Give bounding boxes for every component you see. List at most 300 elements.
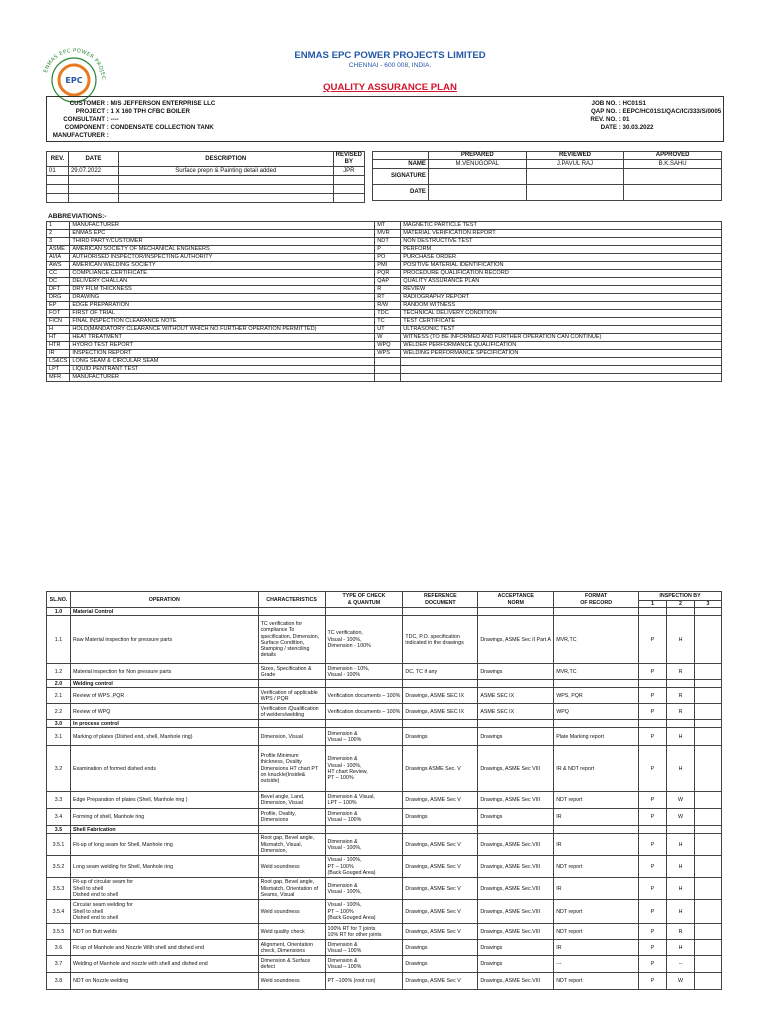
qap-fmt-cell: NDT report [554,973,639,990]
qap-acc-cell: ASME SEC IX [478,688,554,704]
qap-acc-cell: Drawings, ASME Sec.VIII [478,924,554,940]
qap-slno: 1.2 [47,664,71,680]
revision-header: REVISED BY [333,152,364,167]
info-colon: : [105,100,111,107]
abbreviation-code: PO [375,254,401,262]
qap-inspection-cell [694,664,721,680]
qap-acc-cell: Drawings, ASME Sec.VIII [478,973,554,990]
qap-slno: 2.0 [47,680,71,688]
info-value: CONDENSATE COLLECTION TANK [110,124,214,131]
abbreviation-row [47,374,722,382]
qap-empty-cell [478,680,554,688]
qap-empty-cell [554,826,639,834]
abbreviation-code [375,358,401,366]
info-label: QAP NO. [590,108,617,115]
qap-inspection-col: 1 [639,601,667,608]
info-label: CONSULTANT [63,116,105,123]
abbreviation-code: DFT [47,286,70,294]
qap-empty-cell [478,608,554,616]
abbreviation-code: WPQ [375,342,401,350]
qap-operation: Edge Preparation of plates (Shell, Manhole ring ) [70,792,258,809]
qap-fmt-cell: IR [554,834,639,856]
qap-inspection-cell: P [639,616,667,664]
qap-inspection-cell [694,973,721,990]
qap-ty-cell: Visual - 100%, PT – 100% (Back Gouged Area) [325,900,403,924]
qap-slno: 3.4 [47,809,71,826]
qap-acc-cell: Drawings, ASME Sec VIII [478,792,554,809]
qap-row [47,616,722,664]
qap-empty-cell [667,826,695,834]
qap-operation: Review of WPQ [70,704,258,720]
abbreviation-row [47,310,722,318]
qap-ch-cell: Weld soundness [258,900,325,924]
abbreviation-code: R [375,286,401,294]
qap-acc-cell: Drawings [478,664,554,680]
abbreviation-code: AI/IA [47,254,70,262]
info-value: 01 [622,116,630,123]
qap-empty-cell [403,680,478,688]
approval-header: REVIEWED [526,152,624,160]
revision-row [47,167,365,176]
qap-inspection-cell: P [639,900,667,924]
abbreviation-meaning: WITNESS (TO BE INFORMED AND FURTHER OPERATION CAN CONTINUE) [401,334,722,342]
company-address: CHENNAI - 600 008, INDIA. [348,62,432,69]
qap-ch-cell: Dimension, Visual [258,728,325,746]
info-label: REV. NO. [590,116,617,123]
qap-ch-cell: Verification /Qualification of welders/welding [258,704,325,720]
qap-ch-cell: Root gap, Bevel angle, Mismatch, Visual, Dimension, [258,834,325,856]
abbreviation-row [47,366,722,374]
abbreviation-code: H [47,326,70,334]
info-value: M/S JEFFERSON ENTERPRISE LLC [110,100,216,107]
revision-cell [333,176,364,185]
abbreviation-meaning: FINAL INSPECTION CLEARANCE NOTE [70,318,375,326]
abbreviation-meaning: POSITIVE MATERIAL IDENTIFICATION [401,262,722,270]
qap-ty-cell: Verification documents – 100% [325,704,403,720]
qap-row [47,664,722,680]
qap-ch-cell: TC verification for compliance To specification, Dimension, Surface Condition, Stamping / stenciling details [258,616,325,664]
abbreviation-meaning: AMERICAN SOCIETY OF MECHANICAL ENGINEERS [70,246,375,254]
qap-inspection-cell: P [639,728,667,746]
info-label: COMPONENT [64,124,105,131]
abbreviation-row [47,334,722,342]
qap-empty-cell [639,826,667,834]
qap-slno: 1.0 [47,608,71,616]
qap-empty-cell [325,608,403,616]
abbreviation-meaning: AMERICAN WELDING SOCIETY [70,262,375,270]
qap-row [47,878,722,900]
qap-ty-cell: Dimension & Visual – 100% [325,809,403,826]
qap-inspection-col: 2 [667,601,695,608]
abbreviation-meaning: THIRD PARTY/CUSTOMER [70,238,375,246]
qap-acc-cell: Drawings [478,809,554,826]
qap-row [47,704,722,720]
qap-slno: 2.1 [47,688,71,704]
qap-empty-cell [403,826,478,834]
qap-inspection-cell: H [667,856,695,878]
abbreviation-meaning: LIQUID PENTRANT TEST [70,366,375,374]
qap-table [46,591,722,990]
qap-ref-cell: Drawings [403,956,478,973]
abbreviation-meaning: WELDING PERFORMANCE SPECIFICATION [401,350,722,358]
qap-empty-cell [694,680,721,688]
info-row [47,124,347,132]
revision-cell [47,194,69,203]
abbreviation-meaning: ENMAS EPC [70,230,375,238]
qap-acc-cell: Drawings, ASME Sec.VIII [478,900,554,924]
qap-acc-cell: ASME SEC IX [478,704,554,720]
qap-inspection-cell [694,878,721,900]
qap-ref-cell: Drawings, ASME SEC IX [403,688,478,704]
qap-inspection-cell: H [667,900,695,924]
qap-slno: 3.6 [47,940,71,956]
info-row [47,132,347,140]
qap-inspection-cell: P [639,940,667,956]
abbreviation-meaning: HOLD(MANDATORY CLEARANCE WITHOUT WHICH NO FURTHER OPERATION PERMITTED) [70,326,375,334]
revision-cell: JPR [333,167,364,176]
qap-empty-cell [258,826,325,834]
qap-fmt-cell: WPS, PQR [554,688,639,704]
abbreviation-meaning: RANDOM WITNESS [401,302,722,310]
qap-inspection-cell: P [639,688,667,704]
qap-row [47,728,722,746]
approval-cell [428,185,526,201]
qap-operation: Circular seam welding for Shell to shell Dished end to shell [70,900,258,924]
qap-header-cell: OPERATION [70,592,258,608]
qap-empty-cell [694,608,721,616]
qap-ty-cell: Dimension & Visual - 100%, [325,834,403,856]
qap-empty-cell [403,608,478,616]
abbreviation-meaning: REVIEW [401,286,722,294]
qap-ch-cell: Weld quality check [258,924,325,940]
abbreviation-meaning: COMPLIANCE CERTIFICATE [70,270,375,278]
qap-operation: Material Control [70,608,258,616]
qap-ty-cell: Dimension & Visual – 100% [325,728,403,746]
info-colon: : [105,108,111,115]
qap-empty-cell [325,720,403,728]
qap-ref-cell: Drawings [403,809,478,826]
qap-inspection-cell [694,704,721,720]
approval-row [373,160,722,169]
revision-row [47,176,365,185]
approval-cell: M.VENUGOPAL [428,160,526,169]
qap-slno: 3.5.3 [47,878,71,900]
abbreviation-row [47,222,722,230]
qap-slno: 2.2 [47,704,71,720]
qap-header-cell: ACCEPTANCE NORM [478,592,554,608]
revision-table [46,151,365,203]
qap-empty-cell [639,608,667,616]
qap-inspection-cell: R [667,924,695,940]
abbreviation-code: EP [47,302,70,310]
qap-inspection-cell: P [639,809,667,826]
qap-inspection-cell: P [639,664,667,680]
qap-ref-cell: Drawings, ASME SEC IX [403,704,478,720]
abbreviation-row [47,286,722,294]
qap-ty-cell: Dimension - 10%, Visual - 100% [325,664,403,680]
abbreviation-meaning: DRAWING [70,294,375,302]
qap-operation: Examination of formed dished ends [70,746,258,792]
qap-row [47,924,722,940]
qap-ref-cell: Drawings [403,940,478,956]
abbreviation-code: LPT [47,366,70,374]
abbreviation-meaning: QUALITY ASSURANCE PLAN [401,278,722,286]
revision-cell [68,194,118,203]
abbreviation-code: MT [375,222,401,230]
qap-empty-cell [325,680,403,688]
info-colon: : [617,116,623,123]
qap-slno: 3.5 [47,826,71,834]
qap-acc-cell: Drawings, ASME Sec.VIII [478,856,554,878]
qap-slno: 3.3 [47,792,71,809]
qap-row [47,834,722,856]
qap-acc-cell: Drawings, ASME Sec VIII [478,746,554,792]
qap-inspection-cell: P [639,956,667,973]
info-label: MANUFACTURER [52,132,105,139]
qap-inspection-cell [694,688,721,704]
info-value: EEPC/HC01S1/QAC/IC/333/S/0005 [622,108,722,115]
qap-inspection-cell: -- [667,956,695,973]
qap-ch-cell: Bevel angle, Land, Dimension, Visual [258,792,325,809]
abbreviation-code: LS&CS [47,358,70,366]
abbreviation-row [47,342,722,350]
qap-inspection-cell [694,616,721,664]
qap-fmt-cell: MVR,TC [554,616,639,664]
revision-cell [47,176,69,185]
qap-operation: Material inspection for Non pressure parts [70,664,258,680]
abbreviation-meaning: WELDER PERFORMANCE QUALIFICATION [401,342,722,350]
qap-fmt-cell: NDT report [554,792,639,809]
qap-inspection-cell [694,746,721,792]
approval-cell [526,185,624,201]
qap-fmt-cell: IR & NDT report [554,746,639,792]
abbreviation-meaning: PERFORM [401,246,722,254]
info-label: PROJECT [75,108,105,115]
qap-inspection-cell: H [667,616,695,664]
abbreviation-meaning: DELIVERY CHALLAN [70,278,375,286]
qap-header-cell: FORMAT OF RECORD [554,592,639,608]
info-colon: : [617,100,623,107]
approval-cell: NAME [373,160,429,169]
info-colon: : [105,132,109,139]
revision-cell [333,194,364,203]
qap-ref-cell: Drawings, ASME Sec V [403,878,478,900]
abbreviation-code: TDC [375,310,401,318]
abbreviation-meaning: HYDRO TEST REPORT [70,342,375,350]
abbreviation-code: 2 [47,230,70,238]
qap-operation: Review of WPS ,PQR [70,688,258,704]
abbreviation-meaning: PURCHASE ORDER [401,254,722,262]
qap-inspection-cell [694,834,721,856]
revision-cell [118,176,333,185]
qap-ch-cell: Verification of applicable WPS / PQR [258,688,325,704]
qap-inspection-col: 3 [694,601,721,608]
qap-operation: Raw Material inspection for pressure parts [70,616,258,664]
abbreviation-code: P [375,246,401,254]
qap-inspection-cell: R [667,688,695,704]
qap-operation: NDT on Nozzle welding [70,973,258,990]
abbreviation-meaning: TECHNICAL DELIVERY CONDITION [401,310,722,318]
qap-row [47,900,722,924]
info-colon: : [105,116,111,123]
qap-header-cell: CHARACTERISTICS [258,592,325,608]
abbreviation-meaning: TEST CERTIFICATE [401,318,722,326]
qap-empty-cell [667,720,695,728]
abbreviation-code: PMI [375,262,401,270]
info-row [567,124,727,132]
qap-empty-cell [667,680,695,688]
qap-inspection-cell: H [667,746,695,792]
abbreviation-code: W [375,334,401,342]
qap-section-row [47,608,722,616]
qap-header-cell: INSPECTION BY [639,592,722,601]
qap-inspection-cell [694,856,721,878]
qap-ch-cell: Profile Minimum thickness, Ovality Dimensions HT chart PT on knuckle(Inside& outside) [258,746,325,792]
info-row [567,116,727,124]
qap-ch-cell: Profile, Ovality, Dimensions [258,809,325,826]
qap-ref-cell: Drawings, ASME Sec V [403,900,478,924]
abbreviation-row [47,326,722,334]
qap-ref-cell: Drawings, ASME Sec V [403,973,478,990]
qap-empty-cell [325,826,403,834]
abbreviation-code [375,366,401,374]
qap-row [47,973,722,990]
qap-inspection-cell [694,900,721,924]
info-row [567,108,727,116]
qap-empty-cell [554,608,639,616]
abbreviation-code: ASME [47,246,70,254]
revision-header: DATE [68,152,118,167]
approval-row [373,169,722,185]
approval-header: PREPARED [428,152,526,160]
abbreviation-row [47,318,722,326]
qap-acc-cell: Drawings [478,728,554,746]
qap-ref-cell: Drawings ASME Sec. V [403,746,478,792]
abbreviation-code: HT [47,334,70,342]
abbreviation-code: R/W [375,302,401,310]
qap-inspection-cell [694,924,721,940]
abbreviation-code: RT [375,294,401,302]
qap-inspection-cell: H [667,878,695,900]
qap-ch-cell: Weld soundness [258,973,325,990]
abbreviation-meaning [401,358,722,366]
qap-ref-cell: Drawings [403,728,478,746]
qap-slno: 3.7 [47,956,71,973]
info-colon: : [105,124,111,131]
info-label: DATE [600,124,617,131]
info-colon: : [617,108,623,115]
qap-ch-cell: Alignment, Orientation check, Dimensions [258,940,325,956]
qap-fmt-cell: NDT report [554,924,639,940]
qap-header-cell: SL.NO. [47,592,71,608]
abbreviation-code: MFR [47,374,70,382]
abbreviation-meaning: FIRST OF TRIAL [70,310,375,318]
qap-header-row [47,592,722,601]
qap-ty-cell: Dimension & Visual – 100% [325,956,403,973]
abbreviation-code: 1 [47,222,70,230]
qap-empty-cell [403,720,478,728]
qap-empty-cell [639,720,667,728]
abbreviation-code: HTR [47,342,70,350]
qap-operation: NDT on Butt welds [70,924,258,940]
qap-operation: Shell Fabrication [70,826,258,834]
qap-fmt-cell: --- [554,956,639,973]
abbreviation-meaning: RADIOGRAPHY REPORT [401,294,722,302]
approval-cell [624,169,722,185]
qap-inspection-cell: H [667,728,695,746]
qap-row [47,809,722,826]
info-value: 1 X 160 TPH CFBC BOILER [110,108,190,115]
abbreviation-meaning: MAGNETIC PARTICLE TEST [401,222,722,230]
logo-letters: EPC [65,76,83,85]
qap-ty-cell: Dimension & Visual - 100%, HT chart Review, PT – 100% [325,746,403,792]
info-label: CUSTOMER [69,100,105,107]
qap-ref-cell: Drawings, ASME Sec V [403,856,478,878]
qap-ty-cell: Dimension & Visual – 100% [325,940,403,956]
qap-row [47,940,722,956]
qap-empty-cell [639,680,667,688]
abbreviation-meaning: MANUFACTURER [70,374,375,382]
approval-cell [526,169,624,185]
qap-ty-cell: Dimension & Visual - 100%, [325,878,403,900]
qap-operation: In process control [70,720,258,728]
qap-ch-cell: Root gap, Bevel angle, Mismatch, Orientation of Seams, Visual [258,878,325,900]
qap-ty-cell: Dimension & Visual, LPT – 100% [325,792,403,809]
abbreviation-row [47,358,722,366]
revision-cell [68,185,118,194]
qap-empty-cell [258,680,325,688]
qap-inspection-cell: W [667,792,695,809]
qap-slno: 3.2 [47,746,71,792]
qap-inspection-cell: R [667,704,695,720]
qap-inspection-cell: P [639,746,667,792]
qap-inspection-cell: P [639,973,667,990]
info-row [47,116,347,124]
qap-acc-cell: Drawings, ASME Sec.VIII [478,878,554,900]
approval-cell: DATE [373,185,429,201]
qap-operation: Marking of plates (Dished end, shell, Manhole ring) [70,728,258,746]
qap-empty-cell [258,608,325,616]
qap-ty-cell: TC verification, Visual - 100%, Dimension - 100% [325,616,403,664]
qap-fmt-cell: NDT report [554,856,639,878]
revision-cell [47,185,69,194]
qap-inspection-cell: P [639,924,667,940]
qap-slno: 3.8 [47,973,71,990]
qap-inspection-cell: P [639,834,667,856]
qap-slno: 3.5.5 [47,924,71,940]
revision-cell: Surface prepn & Painting detail added [118,167,333,176]
company-name: ENMAS EPC POWER PROJECTS LIMITED [294,50,486,61]
qap-slno: 3.5.4 [47,900,71,924]
abbreviation-meaning: HEAT TREATMENT [70,334,375,342]
qap-ref-cell: Drawings, ASME Sec V [403,924,478,940]
abbreviation-meaning: AUTHORISED INSPECTOR/INSPECTING AUTHORITY [70,254,375,262]
abbreviation-code: WPS [375,350,401,358]
approval-header [373,152,429,160]
info-row [47,108,347,116]
abbreviation-row [47,270,722,278]
qap-ty-cell: 100% RT for T joints 10% RT for other joints [325,924,403,940]
info-colon: : [617,124,623,131]
qap-header-cell: REFERENCE DOCUMENT [403,592,478,608]
revision-row [47,194,365,203]
abbreviation-row [47,262,722,270]
abbreviation-code: MVR [375,230,401,238]
qap-row [47,688,722,704]
info-label: JOB NO. [591,100,617,107]
abbreviation-meaning: DRY FILM THICKNESS [70,286,375,294]
abbreviation-meaning: INSPECTION REPORT [70,350,375,358]
